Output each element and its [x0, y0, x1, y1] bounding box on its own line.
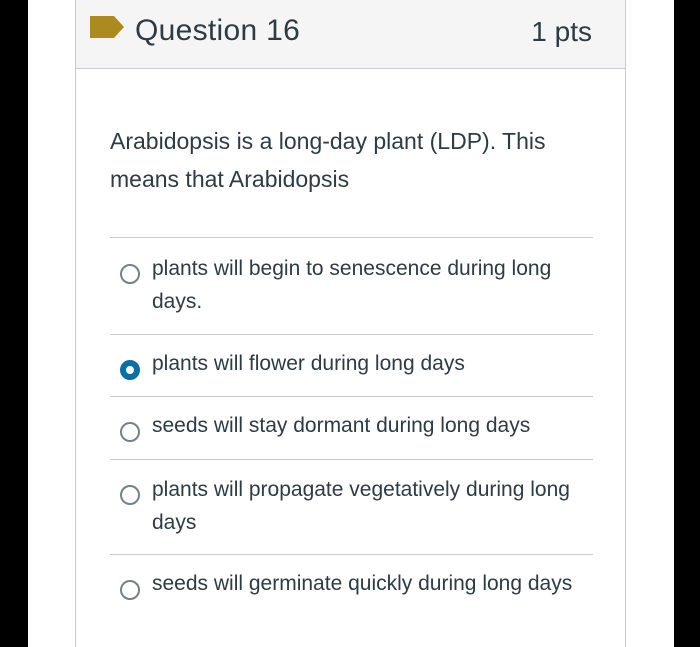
answer-label: seeds will germinate quickly during long days [152, 572, 573, 595]
radio-button-selected[interactable] [120, 360, 140, 380]
answer-label: plants will propagate vegetatively during long days [152, 478, 570, 534]
radio-button[interactable] [120, 264, 140, 284]
answer-label: seeds will stay dormant during long days [152, 414, 531, 437]
flag-icon[interactable] [90, 16, 124, 38]
answer-label: plants will begin to senescence during long days. [152, 257, 552, 313]
answer-option-1[interactable] [110, 237, 593, 334]
question-points: 1 pts [531, 16, 592, 47]
question-card [75, 0, 626, 647]
answer-option-3[interactable] [110, 396, 593, 459]
radio-button[interactable] [120, 422, 140, 442]
question-text: Arabidopsis is a long-day plant (LDP). This means that Arabidopsis [110, 128, 546, 192]
answer-label: plants will flower during long days [152, 352, 465, 375]
question-header [76, 0, 625, 69]
radio-button[interactable] [120, 485, 140, 505]
answer-option-5[interactable] [110, 554, 593, 647]
answer-option-2[interactable] [110, 334, 593, 396]
radio-button[interactable] [120, 580, 140, 600]
answer-list [110, 237, 593, 647]
answer-option-4[interactable] [110, 459, 593, 554]
page [28, 0, 674, 647]
question-title: Question 16 [135, 14, 301, 47]
